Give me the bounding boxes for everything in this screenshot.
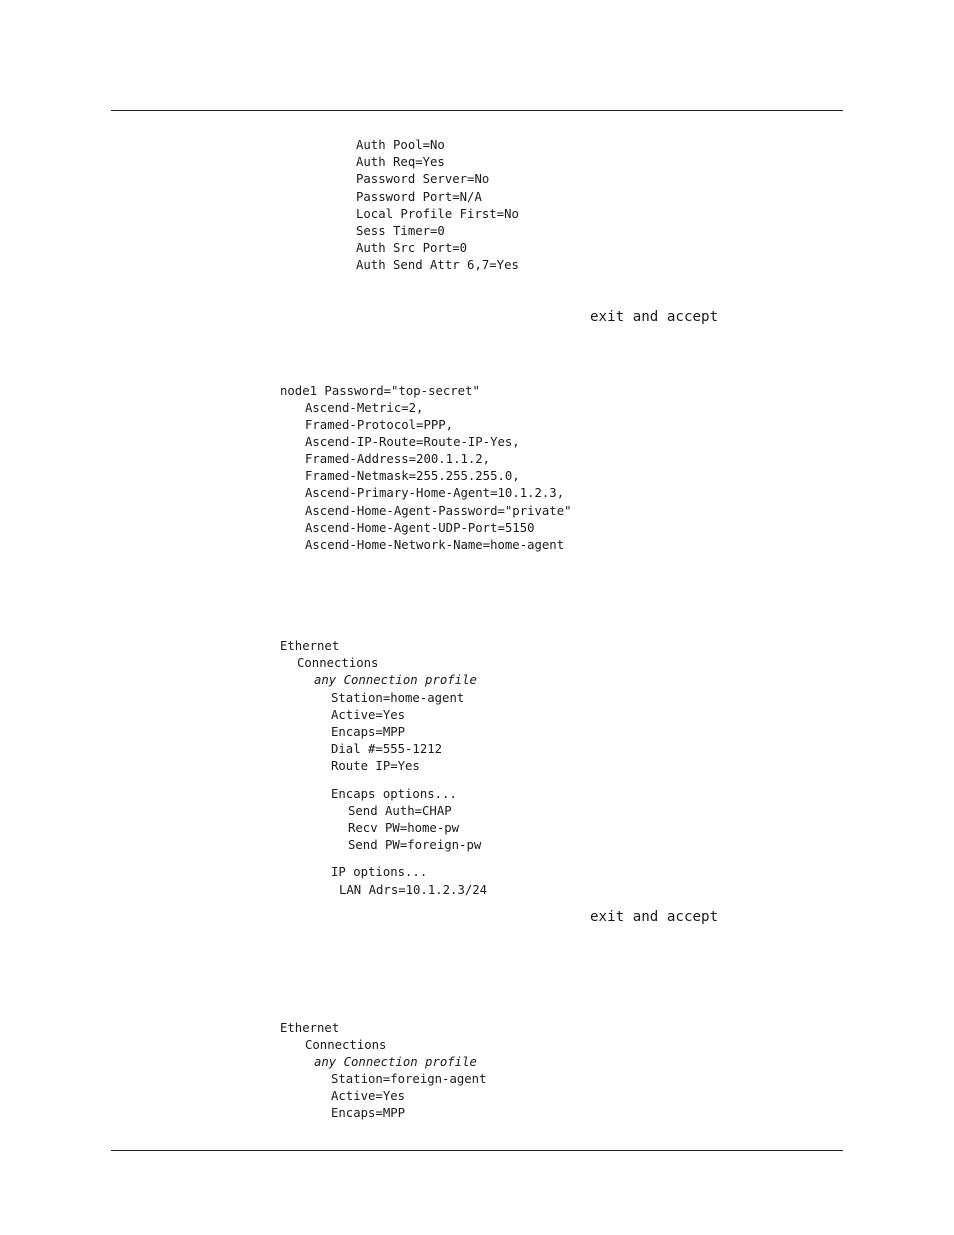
auth-line: Sess Timer=0 xyxy=(356,224,445,238)
menu-connection-profile: any Connection profile xyxy=(314,673,477,687)
menu-ethernet: Ethernet xyxy=(280,1021,340,1035)
ip-options-header: IP options... xyxy=(331,865,428,879)
auth-line: Auth Req=Yes xyxy=(356,155,445,169)
profile-field: Active=Yes xyxy=(331,708,406,722)
profile-field: Active=Yes xyxy=(331,1089,406,1103)
radius-attribute: Ascend-Home-Agent-UDP-Port=5150 xyxy=(305,521,535,535)
encaps-option-field: Send PW=foreign-pw xyxy=(348,838,482,852)
auth-line: Password Port=N/A xyxy=(356,190,482,204)
radius-attribute: Ascend-Home-Network-Name=home-agent xyxy=(305,538,565,552)
profile-field: Encaps=MPP xyxy=(331,1106,406,1120)
radius-user-line: node1 Password="top-secret" xyxy=(280,384,480,398)
radius-attribute: Framed-Protocol=PPP, xyxy=(305,418,454,432)
encaps-option-field: Recv PW=home-pw xyxy=(348,821,460,835)
menu-connections: Connections xyxy=(297,656,379,670)
auth-line: Auth Send Attr 6,7=Yes xyxy=(356,258,519,272)
radius-attribute: Framed-Address=200.1.1.2, xyxy=(305,452,491,466)
ip-option-field: LAN Adrs=10.1.2.3/24 xyxy=(339,883,488,897)
exit-and-accept-action: exit and accept xyxy=(590,909,719,925)
menu-connection-profile: any Connection profile xyxy=(314,1055,477,1069)
footer-rule xyxy=(111,1150,843,1151)
radius-attribute: Ascend-Metric=2, xyxy=(305,401,424,415)
auth-line: Auth Src Port=0 xyxy=(356,241,468,255)
menu-ethernet: Ethernet xyxy=(280,639,340,653)
profile-field: Encaps=MPP xyxy=(331,725,406,739)
radius-attribute: Ascend-IP-Route=Route-IP-Yes, xyxy=(305,435,520,449)
radius-attribute: Ascend-Home-Agent-Password="private" xyxy=(305,504,572,518)
encaps-options-header: Encaps options... xyxy=(331,787,457,801)
encaps-option-field: Send Auth=CHAP xyxy=(348,804,452,818)
auth-line: Password Server=No xyxy=(356,172,490,186)
profile-field: Station=home-agent xyxy=(331,691,465,705)
auth-line: Local Profile First=No xyxy=(356,207,519,221)
profile-field: Station=foreign-agent xyxy=(331,1072,487,1086)
profile-field: Route IP=Yes xyxy=(331,759,420,773)
auth-line: Auth Pool=No xyxy=(356,138,445,152)
profile-field: Dial #=555-1212 xyxy=(331,742,443,756)
radius-attribute: Framed-Netmask=255.255.255.0, xyxy=(305,469,520,483)
menu-connections: Connections xyxy=(305,1038,387,1052)
radius-attribute: Ascend-Primary-Home-Agent=10.1.2.3, xyxy=(305,486,565,500)
header-rule xyxy=(111,110,843,111)
exit-and-accept-action: exit and accept xyxy=(590,309,719,325)
